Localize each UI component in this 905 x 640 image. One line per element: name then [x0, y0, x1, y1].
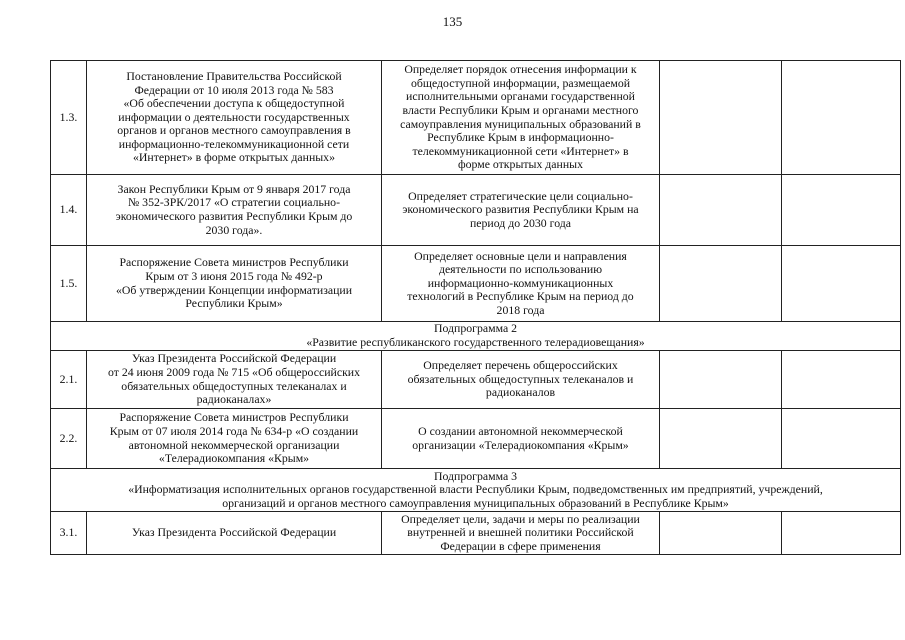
text-line: органов и органов местного самоуправления в	[117, 123, 351, 138]
table-row	[51, 61, 901, 175]
document-table	[50, 60, 901, 555]
document-cell	[87, 409, 382, 469]
text-line: «Развитие республиканского государственного телерадиовещания»	[306, 335, 645, 349]
table-row	[51, 409, 901, 469]
empty-cell	[782, 351, 901, 409]
empty-cell	[660, 61, 782, 175]
text-line: обязательных общедоступных телеканалов и	[407, 371, 634, 386]
text-line: организаций и органов местного самоуправления муниципальных образований в Республике Крым»	[222, 495, 729, 510]
text-line: Постановление Правительства Российской	[126, 68, 342, 83]
text-line: обязательных общедоступных телеканалах и	[121, 378, 347, 393]
text-line: исполнительными органами государственной	[406, 89, 635, 104]
empty-cell	[782, 61, 901, 175]
text-line: информационно-телекоммуникационной сети	[118, 136, 350, 151]
text-line: О создании автономной некоммерческой	[418, 423, 623, 438]
text-line: Распоряжение Совета министров Республики	[119, 255, 349, 270]
empty-cell	[660, 246, 782, 322]
row-number: 1.4.	[51, 175, 87, 246]
text-line: период до 2030 года	[469, 215, 571, 230]
text-line: Определяет порядок отнесения информации к	[404, 62, 637, 77]
text-line: информации о деятельности государственных	[118, 109, 350, 124]
text-line: Крым от 3 июня 2015 года № 492-р	[145, 268, 323, 283]
row-number: 3.1.	[51, 512, 87, 555]
table-row	[51, 512, 901, 555]
page-number: 135	[442, 14, 463, 29]
table-row	[51, 246, 901, 322]
text-line: Республики Крым»	[185, 296, 283, 311]
text-line: экономического развития Республики Крым на	[402, 202, 639, 217]
text-line: технологий в Республике Крым на период до	[407, 289, 634, 304]
text-line: внутренней и внешней политики Российской	[407, 525, 634, 540]
document-cell	[87, 351, 382, 409]
description-cell	[382, 61, 660, 175]
empty-cell	[660, 512, 782, 555]
text-line: Республике Крым в информационно-	[427, 130, 614, 145]
text-line: Определяет перечень общероссийских	[423, 358, 618, 373]
subprogram-header-row	[51, 469, 901, 512]
text-line: форме открытых данных	[458, 157, 583, 172]
text-line: власти Республики Крым и органами местного	[402, 102, 639, 117]
text-line: Закон Республики Крым от 9 января 2017 года	[117, 181, 351, 196]
table-row	[51, 175, 901, 246]
text-line: 2030 года».	[205, 222, 263, 237]
document-cell	[87, 512, 382, 555]
text-line: «Интернет» в форме открытых данных»	[133, 150, 335, 165]
empty-cell	[782, 409, 901, 469]
text-line: телекоммуникационной сети «Интернет» в	[412, 143, 629, 158]
text-line: «Информатизация исполнительных органов государственной власти Республики Крым, подведомственных им предприятий, учреждений,	[128, 482, 823, 497]
subprogram-2-title	[51, 322, 901, 351]
description-cell	[382, 246, 660, 322]
document-cell	[87, 175, 382, 246]
text-line: Указ Президента Российской Федерации	[131, 525, 337, 540]
description-cell	[382, 351, 660, 409]
empty-cell	[782, 512, 901, 555]
text-line: Подпрограмма 2	[433, 321, 518, 336]
text-line: радиоканалов	[485, 385, 556, 400]
text-line: экономического развития Республики Крым до	[115, 209, 353, 223]
text-line: радиоканалах»	[196, 392, 272, 407]
empty-cell	[782, 175, 901, 246]
text-line: организации «Телерадиокомпания «Крым»	[412, 437, 629, 452]
text-line: Определяет стратегические цели социально-	[408, 188, 633, 203]
text-line: Федерации от 10 июля 2013 года № 583	[134, 82, 334, 97]
text-line: деятельности по использованию	[438, 262, 603, 277]
text-line: Крым от 07 июля 2014 года № 634-р «О создании	[109, 423, 359, 438]
text-line: № 352-ЗРК/2017 «О стратегии социально-	[127, 195, 341, 210]
text-line: Федерации в сфере применения	[440, 538, 601, 553]
empty-cell	[782, 246, 901, 322]
empty-cell	[660, 409, 782, 469]
empty-cell	[660, 351, 782, 409]
text-line: Указ Президента Российской Федерации	[131, 351, 337, 366]
subprogram-header-row	[51, 322, 901, 351]
row-number: 1.3.	[51, 61, 87, 175]
subprogram-3-title	[51, 469, 901, 512]
text-line: 2018 года	[496, 302, 545, 317]
text-line: «Телерадиокомпания «Крым»	[158, 451, 310, 466]
text-line: «Об утверждении Концепции информатизации	[115, 282, 353, 297]
document-cell	[87, 61, 382, 175]
text-line: Распоряжение Совета министров Республики	[119, 410, 349, 425]
description-cell	[382, 175, 660, 246]
row-number: 2.2.	[51, 409, 87, 469]
text-line: Определяет цели, задачи и меры по реализации	[401, 511, 640, 526]
description-cell	[382, 512, 660, 555]
text-line: Подпрограмма 3	[433, 468, 518, 483]
row-number: 1.5.	[51, 246, 87, 322]
description-cell	[382, 409, 660, 469]
text-line: общедоступной информации, размещаемой	[410, 75, 631, 90]
empty-cell	[660, 175, 782, 246]
text-line: от 24 июня 2009 года № 715 «Об общероссийских	[107, 364, 361, 379]
text-line: «Об обеспечении доступа к общедоступной	[123, 96, 345, 111]
row-number: 2.1.	[51, 351, 87, 409]
table-row	[51, 351, 901, 409]
text-line: Определяет основные цели и направления	[414, 248, 627, 263]
text-line: самоуправления муниципальных образований в	[400, 116, 641, 131]
text-line: автономной некоммерческой организации	[128, 437, 340, 452]
document-cell	[87, 246, 382, 322]
text-line: информационно-коммуникационных	[427, 275, 614, 290]
